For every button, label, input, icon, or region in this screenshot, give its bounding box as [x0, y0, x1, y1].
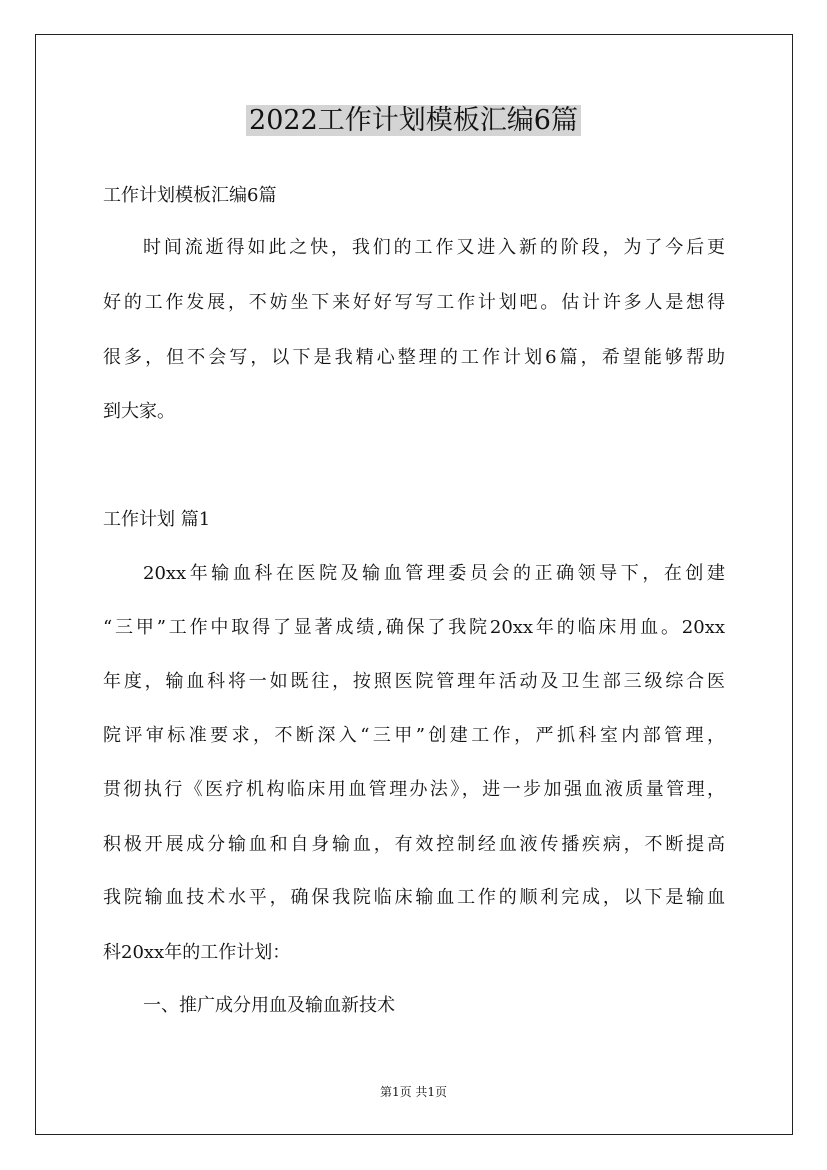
body-line: 贯彻执行《医疗机构临床用血管理办法》，进一步加强血液质量管理， [103, 779, 725, 800]
body-line: 科20xx年的工作计划： [103, 942, 291, 963]
body-line: 积极开展成分输血和自身输血，有效控制经血液传播疾病，不断提高 [103, 834, 725, 855]
intro-line: 时间流逝得如此之快，我们的工作又进入新的阶段，为了今后更 [143, 237, 725, 258]
subheading: 一、推广成分用血及输血新技术 [143, 995, 395, 1016]
body-line: 我院输血技术水平，确保我院临床输血工作的顺利完成，以下是输血 [103, 887, 725, 908]
body-line: 年度，输血科将一如既往，按照医院管理年活动及卫生部三级综合医 [103, 671, 725, 692]
intro-line: 很多，但不会写，以下是我精心整理的工作计划6篇，希望能够帮助 [103, 347, 725, 368]
document-subtitle: 工作计划模板汇编6篇 [103, 185, 277, 206]
body-line: “三甲”工作中取得了显著成绩,确保了我院20xx年的临床用血。20xx [103, 617, 725, 638]
page-number: 第1页 共1页 [379, 1085, 448, 1099]
body-line: 20xx年输血科在医院及输血管理委员会的正确领导下，在创建 [143, 563, 725, 584]
section-heading: 工作计划 篇1 [103, 509, 211, 530]
document-title: 2022工作计划模板汇编6篇 [0, 101, 827, 141]
body-line: 院评审标准要求，不断深入“三甲”创建工作，严抓科室内部管理， [103, 725, 725, 746]
intro-line: 到大家。 [103, 401, 175, 422]
intro-line: 好的工作发展，不妨坐下来好好写写工作计划吧。估计许多人是想得 [103, 292, 725, 313]
